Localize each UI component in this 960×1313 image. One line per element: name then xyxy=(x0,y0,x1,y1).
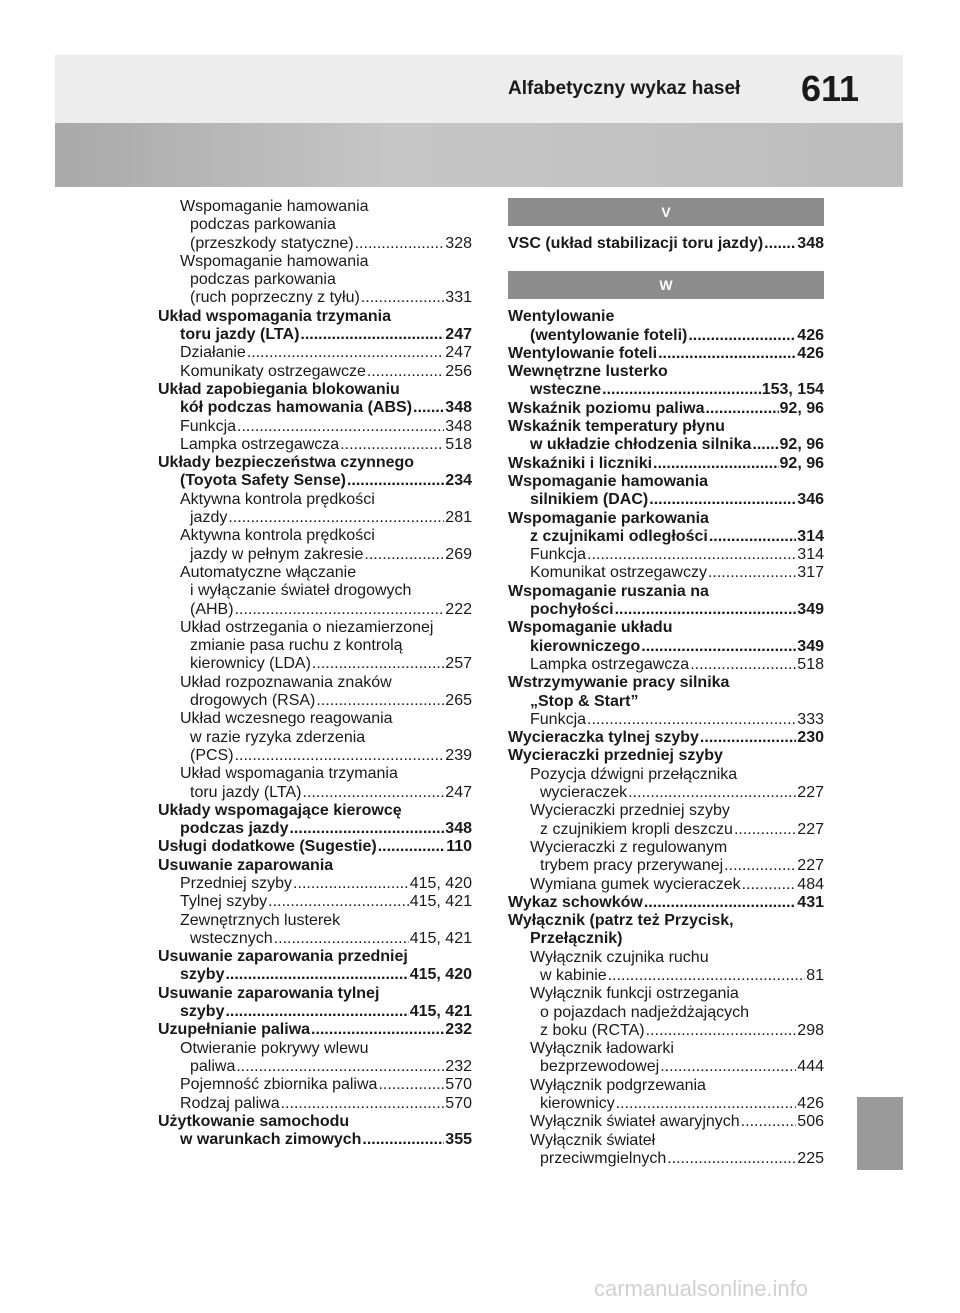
index-entry xyxy=(158,289,472,307)
index-entry-page: 239 xyxy=(445,746,472,764)
dot-leader xyxy=(235,601,445,619)
dot-leader xyxy=(653,455,778,473)
dot-leader xyxy=(587,546,796,564)
dot-leader xyxy=(709,528,796,546)
index-entry-term: kierownicy (LDA) xyxy=(190,655,311,673)
dot-leader xyxy=(362,1131,444,1149)
dot-leader xyxy=(293,875,409,893)
index-entry xyxy=(158,1003,472,1021)
index-entry-line: i wyłączanie świateł drogowych xyxy=(190,582,412,600)
index-entry-term: szyby xyxy=(180,1003,225,1021)
index-entry-line: Wewnętrzne lusterko xyxy=(508,363,668,381)
index-entry-page: 92, 96 xyxy=(779,399,824,417)
index-entry-term: (Toyota Safety Sense) xyxy=(180,472,346,490)
index-entry-page: 298 xyxy=(797,1021,824,1039)
dot-leader xyxy=(646,1022,797,1040)
index-entry-page: 328 xyxy=(445,234,472,252)
index-entry xyxy=(158,399,472,417)
index-entry-page: 348 xyxy=(445,820,472,838)
index-entry-line: Wskaźnik temperatury płynu xyxy=(508,418,725,436)
index-entry-line: Usuwanie zaparowania xyxy=(158,856,334,874)
header-band xyxy=(55,55,903,123)
index-entry xyxy=(508,1058,824,1076)
index-entry-term: Rodzaj paliwa xyxy=(180,1094,280,1112)
index-entry-line: Wyłącznik świateł xyxy=(530,1131,656,1149)
index-entry-line: Wspomaganie hamowania xyxy=(180,252,369,270)
index-entry-term: paliwa xyxy=(190,1057,236,1075)
index-entry-term: Przedniej szyby xyxy=(180,874,293,892)
index-entry xyxy=(508,1150,824,1168)
index-entry-page: 81 xyxy=(806,966,824,984)
index-entry xyxy=(508,876,824,894)
index-entry xyxy=(158,655,472,673)
index-entry-term: toru jazdy (LTA) xyxy=(180,326,300,344)
dot-leader xyxy=(644,894,796,912)
index-entry-term: podczas jazdy xyxy=(180,820,289,838)
dot-leader xyxy=(361,289,444,307)
index-entry-line: Wspomaganie hamowania xyxy=(508,472,709,490)
dot-leader xyxy=(615,601,797,619)
index-entry-line: Pozycja dźwigni przełącznika xyxy=(530,765,738,783)
index-entry xyxy=(508,1022,824,1040)
dot-leader xyxy=(742,876,797,894)
index-entry-term: (przeszkody statyczne) xyxy=(190,234,354,252)
index-entry xyxy=(508,1095,824,1113)
watermark: carmanualsonline.info xyxy=(594,1276,809,1301)
dot-leader xyxy=(602,381,761,399)
index-entry-page: 247 xyxy=(445,344,472,362)
dot-leader xyxy=(235,747,445,765)
index-entry-line: Układ wspomagania trzymania xyxy=(180,765,398,783)
index-entry xyxy=(158,893,472,911)
index-entry-line: Usuwanie zaparowania tylnej xyxy=(158,984,380,1002)
index-entry-term: (PCS) xyxy=(190,746,234,764)
dot-leader xyxy=(225,966,408,984)
index-entry xyxy=(508,656,824,674)
index-entry xyxy=(158,875,472,893)
index-entry-page: 256 xyxy=(445,362,472,380)
index-entry-page: 518 xyxy=(445,435,472,453)
index-entry-term: Funkcja xyxy=(180,417,237,435)
index-entry-page: 444 xyxy=(797,1058,824,1076)
dot-leader xyxy=(225,1003,408,1021)
index-entry-page: 426 xyxy=(797,1095,824,1113)
index-entry-line: Wspomaganie ruszania na xyxy=(508,582,709,600)
index-entry xyxy=(508,1113,824,1131)
dot-leader xyxy=(688,327,796,345)
index-entry-page: 153, 154 xyxy=(761,381,824,399)
dot-leader xyxy=(367,363,444,381)
index-entry-page: 426 xyxy=(797,344,824,362)
index-entry xyxy=(158,930,472,948)
index-entry-page: 232 xyxy=(445,1021,472,1039)
index-entry-page: 331 xyxy=(445,289,472,307)
index-entry xyxy=(508,381,824,399)
index-entry-line: Układ zapobiegania blokowaniu xyxy=(158,380,400,398)
index-entry-term: Lampka ostrzegawcza xyxy=(530,655,690,673)
index-entry-line: Układ rozpoznawania znaków xyxy=(180,673,392,691)
index-entry-term: Wentylowanie foteli xyxy=(508,344,658,362)
dot-leader xyxy=(355,235,445,253)
index-entry xyxy=(158,747,472,765)
index-entry-line: Układy bezpieczeństwa czynnego xyxy=(158,454,415,472)
index-entry-page: 349 xyxy=(797,637,824,655)
index-entry-page: 314 xyxy=(797,546,824,564)
index-entry-line: Układ wspomagania trzymania xyxy=(158,307,391,325)
index-entry-page: 92, 96 xyxy=(779,454,824,472)
index-entry-term: przeciwmgielnych xyxy=(540,1149,667,1167)
index-entry-page: 570 xyxy=(445,1094,472,1112)
index-entry-line: Wycieraczki z regulowanym xyxy=(530,838,728,856)
index-entry-line: Wspomaganie parkowania xyxy=(508,509,709,527)
index-entry-line: Wyłącznik funkcji ostrzegania xyxy=(530,985,739,1003)
dot-leader xyxy=(378,1076,444,1094)
index-entry-term: toru jazdy (LTA) xyxy=(190,783,302,801)
index-entry-line: Usuwanie zaparowania przedniej xyxy=(158,948,408,966)
dot-leader xyxy=(705,400,778,418)
dot-leader xyxy=(237,418,444,436)
dot-leader xyxy=(658,345,796,363)
dot-leader xyxy=(413,399,444,417)
dot-leader xyxy=(247,344,444,362)
index-entry-term: kierowniczego xyxy=(530,637,641,655)
index-entry xyxy=(158,1021,472,1039)
index-entry-line: Układ wczesnego reagowania xyxy=(180,710,393,728)
index-entry-term: jazdy xyxy=(190,509,228,527)
dot-leader xyxy=(378,838,446,856)
index-entry-page: 518 xyxy=(797,655,824,673)
index-entry-term: Wskaźniki i liczniki xyxy=(508,454,653,472)
index-entry xyxy=(508,729,824,747)
dot-leader xyxy=(641,638,796,656)
dot-leader xyxy=(316,692,444,710)
index-entry-term: Komunikat ostrzegawczy xyxy=(530,564,707,582)
index-entry-term: w układzie chłodzenia silnika xyxy=(530,436,752,454)
index-entry xyxy=(158,784,472,802)
index-entry-page: 355 xyxy=(445,1131,472,1149)
index-entry xyxy=(158,1076,472,1094)
dot-leader xyxy=(347,472,444,490)
index-entry-line: Wyłącznik czujnika ruchu xyxy=(530,948,709,966)
index-entry-term: w kabinie xyxy=(540,966,607,984)
dot-leader xyxy=(649,491,796,509)
index-entry-page: 222 xyxy=(445,600,472,618)
index-entry-term: Wskaźnik poziomu paliwa xyxy=(508,399,705,417)
index-entry xyxy=(508,821,824,839)
index-entry-page: 227 xyxy=(797,820,824,838)
index-entry xyxy=(158,326,472,344)
index-entry-term: wstecznych xyxy=(190,929,273,947)
index-entry xyxy=(508,345,824,363)
index-entry xyxy=(158,363,472,381)
index-entry-page: 415, 420 xyxy=(409,966,472,984)
index-entry xyxy=(508,235,824,253)
index-entry xyxy=(158,472,472,490)
index-entry-term: Funkcja xyxy=(530,710,587,728)
index-entry-line: Wycieraczki przedniej szyby xyxy=(508,747,723,765)
decorative-gray-band xyxy=(55,123,903,187)
index-entry-term: pochyłości xyxy=(530,601,614,619)
page-number: 611 xyxy=(801,68,860,109)
index-entry xyxy=(158,692,472,710)
index-entry-term: z czujnikami odległości xyxy=(530,527,708,545)
index-entry-term: Lampka ostrzegawcza xyxy=(180,435,340,453)
index-entry xyxy=(508,894,824,912)
index-entry-line: Otwieranie pokrywy wlewu xyxy=(180,1039,369,1057)
dot-leader xyxy=(660,1058,796,1076)
index-entry-page: 257 xyxy=(445,655,472,673)
index-entry-page: 247 xyxy=(445,326,472,344)
index-entry-line: podczas parkowania xyxy=(190,271,336,289)
index-entry xyxy=(508,564,824,582)
index-entry-page: 506 xyxy=(797,1113,824,1131)
index-entry-term: VSC (układ stabilizacji toru jazdy) xyxy=(508,235,764,252)
index-entry xyxy=(508,967,824,985)
index-entry-line: zmianie pasa ruchu z kontrolą xyxy=(190,637,403,655)
index-entry-page: 110 xyxy=(446,838,472,856)
index-entry-line: Wentylowanie xyxy=(508,308,615,326)
index-entry-term: bezprzewodowej xyxy=(540,1058,660,1076)
index-entry-page: 348 xyxy=(797,235,824,252)
index-entry-term: Komunikaty ostrzegawcze xyxy=(180,362,366,380)
index-entry-page: 415, 421 xyxy=(409,1003,472,1021)
index-entry xyxy=(158,509,472,527)
index-entry-term: Tylnej szyby xyxy=(180,893,268,911)
index-column-right xyxy=(508,198,824,1168)
index-entry-line: Aktywna kontrola prędkości xyxy=(180,527,375,545)
index-entry-page: 348 xyxy=(445,399,472,417)
dot-leader xyxy=(236,1058,444,1076)
index-entry xyxy=(508,857,824,875)
index-entry-page: 346 xyxy=(797,491,824,509)
index-entry-line: Użytkowanie samochodu xyxy=(158,1112,350,1130)
index-entry-page: 415, 420 xyxy=(409,874,472,892)
index-entry-term: Działanie xyxy=(180,344,246,362)
dot-leader xyxy=(587,711,796,729)
index-entry-page: 314 xyxy=(797,527,824,545)
section-v-entries xyxy=(508,235,824,253)
dot-leader xyxy=(700,729,796,747)
index-entry-term: w warunkach zimowych xyxy=(180,1131,362,1149)
index-entry-page: 232 xyxy=(445,1057,472,1075)
index-entry-term: silnikiem (DAC) xyxy=(530,491,649,509)
index-entry-line: Wyłącznik (patrz też Przycisk, xyxy=(508,912,734,930)
dot-leader xyxy=(289,820,444,838)
index-entry-line: Wyłącznik ładowarki xyxy=(530,1040,674,1058)
dot-leader xyxy=(690,656,796,674)
index-entry-page: 234 xyxy=(445,472,472,490)
dot-leader xyxy=(228,509,444,527)
index-entry xyxy=(158,601,472,619)
index-entry-term: szyby xyxy=(180,966,225,984)
index-entry-page: 348 xyxy=(445,417,472,435)
index-entry-term: Funkcja xyxy=(530,546,587,564)
index-entry-term: (wentylowanie foteli) xyxy=(530,326,688,344)
section-thumb-tab xyxy=(857,1097,903,1170)
index-entry-page: 333 xyxy=(797,710,824,728)
dot-leader xyxy=(734,821,796,839)
index-entry-term: (AHB) xyxy=(190,600,234,618)
dot-leader xyxy=(268,893,409,911)
index-entry xyxy=(158,418,472,436)
index-entry-line: w razie ryzyka zderzenia xyxy=(190,728,366,746)
index-entry-line: Aktywna kontrola prędkości xyxy=(180,490,375,508)
index-entry-line: Wycieraczki przedniej szyby xyxy=(530,802,730,820)
dot-leader xyxy=(628,784,796,802)
index-entry-page: 247 xyxy=(445,783,472,801)
index-entry-line: Wspomaganie hamowania xyxy=(180,198,369,215)
index-entry-line: Przełącznik) xyxy=(530,930,623,948)
index-entry-page: 570 xyxy=(445,1076,472,1094)
dot-leader xyxy=(608,967,806,985)
index-entry-page: 281 xyxy=(445,509,472,527)
index-entry-term: z boku (RCTA) xyxy=(540,1021,645,1039)
index-entry-line: podczas parkowania xyxy=(190,216,336,234)
index-entry-term: Wyłącznik świateł awaryjnych xyxy=(530,1113,740,1131)
index-entry xyxy=(158,820,472,838)
index-entry-page: 227 xyxy=(797,857,824,875)
index-entry-page: 225 xyxy=(797,1149,824,1167)
index-entry xyxy=(508,436,824,454)
index-entry-term: drogowych (RSA) xyxy=(190,692,316,710)
index-entry-page: 230 xyxy=(797,729,824,747)
index-entry-page: 349 xyxy=(797,601,824,619)
dot-leader xyxy=(752,436,778,454)
index-entry-term: Wycieraczka tylnej szyby xyxy=(508,729,699,747)
dot-leader xyxy=(667,1150,796,1168)
index-entry-term: Wymiana gumek wycieraczek xyxy=(530,875,741,893)
dot-leader xyxy=(312,655,444,673)
index-entry xyxy=(508,455,824,473)
dot-leader xyxy=(302,784,444,802)
index-entry-line: Wspomaganie układu xyxy=(508,619,673,637)
dot-leader xyxy=(364,546,444,564)
index-entry-term: trybem pracy przerywanej xyxy=(540,857,724,875)
index-entry-page: 415, 421 xyxy=(409,929,472,947)
dot-leader xyxy=(340,436,444,454)
index-entry xyxy=(508,528,824,546)
index-entry-page: 269 xyxy=(445,545,472,563)
dot-leader xyxy=(724,857,796,875)
index-entry-page: 317 xyxy=(797,564,824,582)
index-entry-term: Pojemność zbiornika paliwa xyxy=(180,1076,378,1094)
index-entry xyxy=(158,436,472,454)
section-header-w: W xyxy=(508,271,824,299)
dot-leader xyxy=(311,1021,444,1039)
index-entry-page: 431 xyxy=(797,893,824,911)
index-entry xyxy=(158,838,472,856)
index-entry xyxy=(158,344,472,362)
index-entry xyxy=(508,491,824,509)
dot-leader xyxy=(741,1113,797,1131)
index-entry xyxy=(508,711,824,729)
index-entry xyxy=(508,638,824,656)
index-entry xyxy=(158,1131,472,1149)
dot-leader xyxy=(616,1095,797,1113)
index-entry-page: 92, 96 xyxy=(779,436,824,454)
index-entry-line: Automatyczne włączanie xyxy=(180,563,357,581)
index-entry-term: (ruch poprzeczny z tyłu) xyxy=(190,289,360,307)
index-entry-term: kół podczas hamowania (ABS) xyxy=(180,399,413,417)
dot-leader xyxy=(708,564,796,582)
index-entry-page: 426 xyxy=(797,326,824,344)
index-entry xyxy=(508,784,824,802)
index-entry-line: Wstrzymywanie pracy silnika xyxy=(508,674,730,692)
index-entry-page: 227 xyxy=(797,784,824,802)
index-entry xyxy=(158,235,472,253)
dot-leader xyxy=(764,235,796,253)
index-entry xyxy=(158,546,472,564)
index-entry-line: Wyłącznik podgrzewania xyxy=(530,1076,706,1094)
index-column-left xyxy=(158,198,472,1149)
index-entry xyxy=(158,1095,472,1113)
index-entry-page: 415, 421 xyxy=(409,893,472,911)
index-entry-term: Wykaz schowków xyxy=(508,893,643,911)
index-entry-line: Zewnętrznych lusterek xyxy=(180,911,341,929)
index-entry-line: Układy wspomagające kierowcę xyxy=(158,801,402,819)
index-entry xyxy=(508,546,824,564)
index-entry xyxy=(508,601,824,619)
dot-leader xyxy=(281,1095,445,1113)
dot-leader xyxy=(274,930,409,948)
dot-leader xyxy=(300,326,444,344)
index-entry xyxy=(508,400,824,418)
index-entry xyxy=(508,327,824,345)
section-header-v: V xyxy=(508,198,824,226)
page-header-title: Alfabetyczny wykaz haseł xyxy=(508,78,741,99)
index-entry xyxy=(158,966,472,984)
index-entry-term: kierownicy xyxy=(540,1095,615,1113)
index-entry-page: 265 xyxy=(445,692,472,710)
index-entry-term: wsteczne xyxy=(530,381,602,399)
index-entry-term: Usługi dodatkowe (Sugestie) xyxy=(158,838,377,856)
section-w-entries xyxy=(508,308,824,1168)
index-entry-term: jazdy w pełnym zakresie xyxy=(190,545,364,563)
index-entry-line: Układ ostrzegania o niezamierzonej xyxy=(180,618,434,636)
index-entry-page: 484 xyxy=(797,875,824,893)
index-entry-line: „Stop & Start” xyxy=(530,692,639,710)
index-entry-term: wycieraczek xyxy=(540,784,628,802)
index-entry xyxy=(158,1058,472,1076)
index-entry-term: z czujnikiem kropli deszczu xyxy=(540,820,733,838)
index-entry-term: Uzupełnianie paliwa xyxy=(158,1021,311,1039)
index-entry-line: o pojazdach nadjeżdżających xyxy=(540,1003,750,1021)
